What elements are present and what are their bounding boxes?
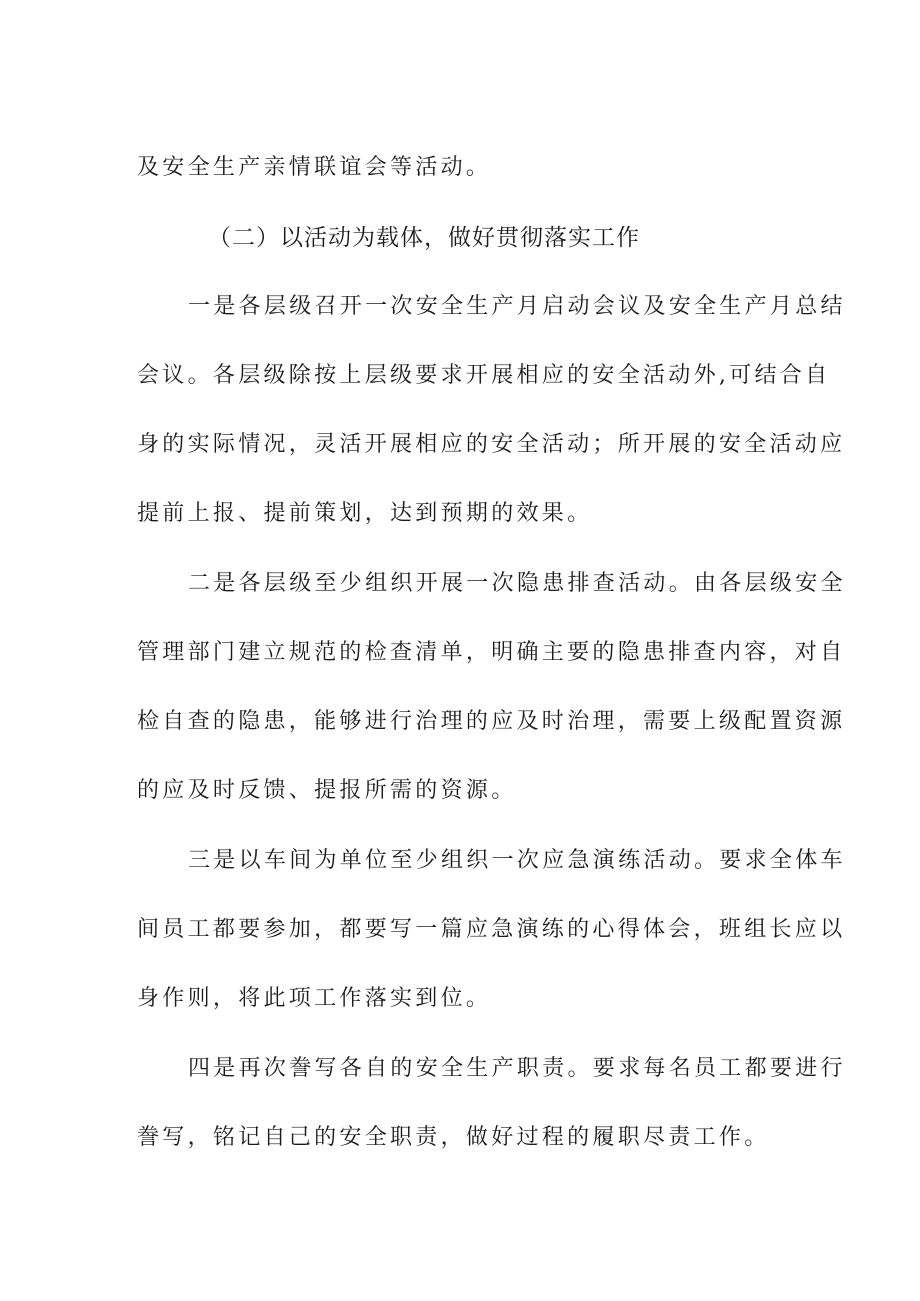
section-heading: （二）以活动为载体，做好贯彻落实工作 [208,225,640,251]
paragraph-1-line-4: 提前上报、提前策划，达到预期的效果。 [137,501,593,526]
continuation-line: 及安全生产亲情联谊会等活动。 [137,155,492,180]
paragraph-1-line-1: 一是各层级召开一次安全生产月启动会议及安全生产月总结 [188,294,846,319]
paragraph-2-line-2: 管理部门建立规范的检查清单，明确主要的隐患排查内容，对自 [137,640,846,665]
paragraph-4-line-1: 四是再次誊写各自的安全生产职责。要求每名员工都要进行 [188,1056,846,1081]
paragraph-1-line-3: 身的实际情况，灵活开展相应的安全活动；所开展的安全活动应 [137,432,846,457]
paragraph-3-line-2: 间员工都要参加，都要写一篇应急演练的心得体会，班组长应以 [137,917,846,942]
paragraph-3-line-1: 三是以车间为单位至少组织一次应急演练活动。要求全体车 [188,848,846,873]
paragraph-4-line-2: 誊写，铭记自己的安全职责，做好过程的履职尽责工作。 [137,1125,770,1150]
paragraph-2-line-1: 二是各层级至少组织开展一次隐患排查活动。由各层级安全 [188,571,846,596]
paragraph-2-line-3: 检自查的隐患，能够进行治理的应及时治理，需要上级配置资源 [137,709,846,734]
paragraph-1-line-2: 会议。各层级除按上层级要求开展相应的安全活动外,可结合自 [137,363,831,388]
paragraph-3-line-3: 身作则，将此项工作落实到位。 [137,986,492,1011]
paragraph-2-line-4: 的应及时反馈、提报所需的资源。 [137,778,517,803]
